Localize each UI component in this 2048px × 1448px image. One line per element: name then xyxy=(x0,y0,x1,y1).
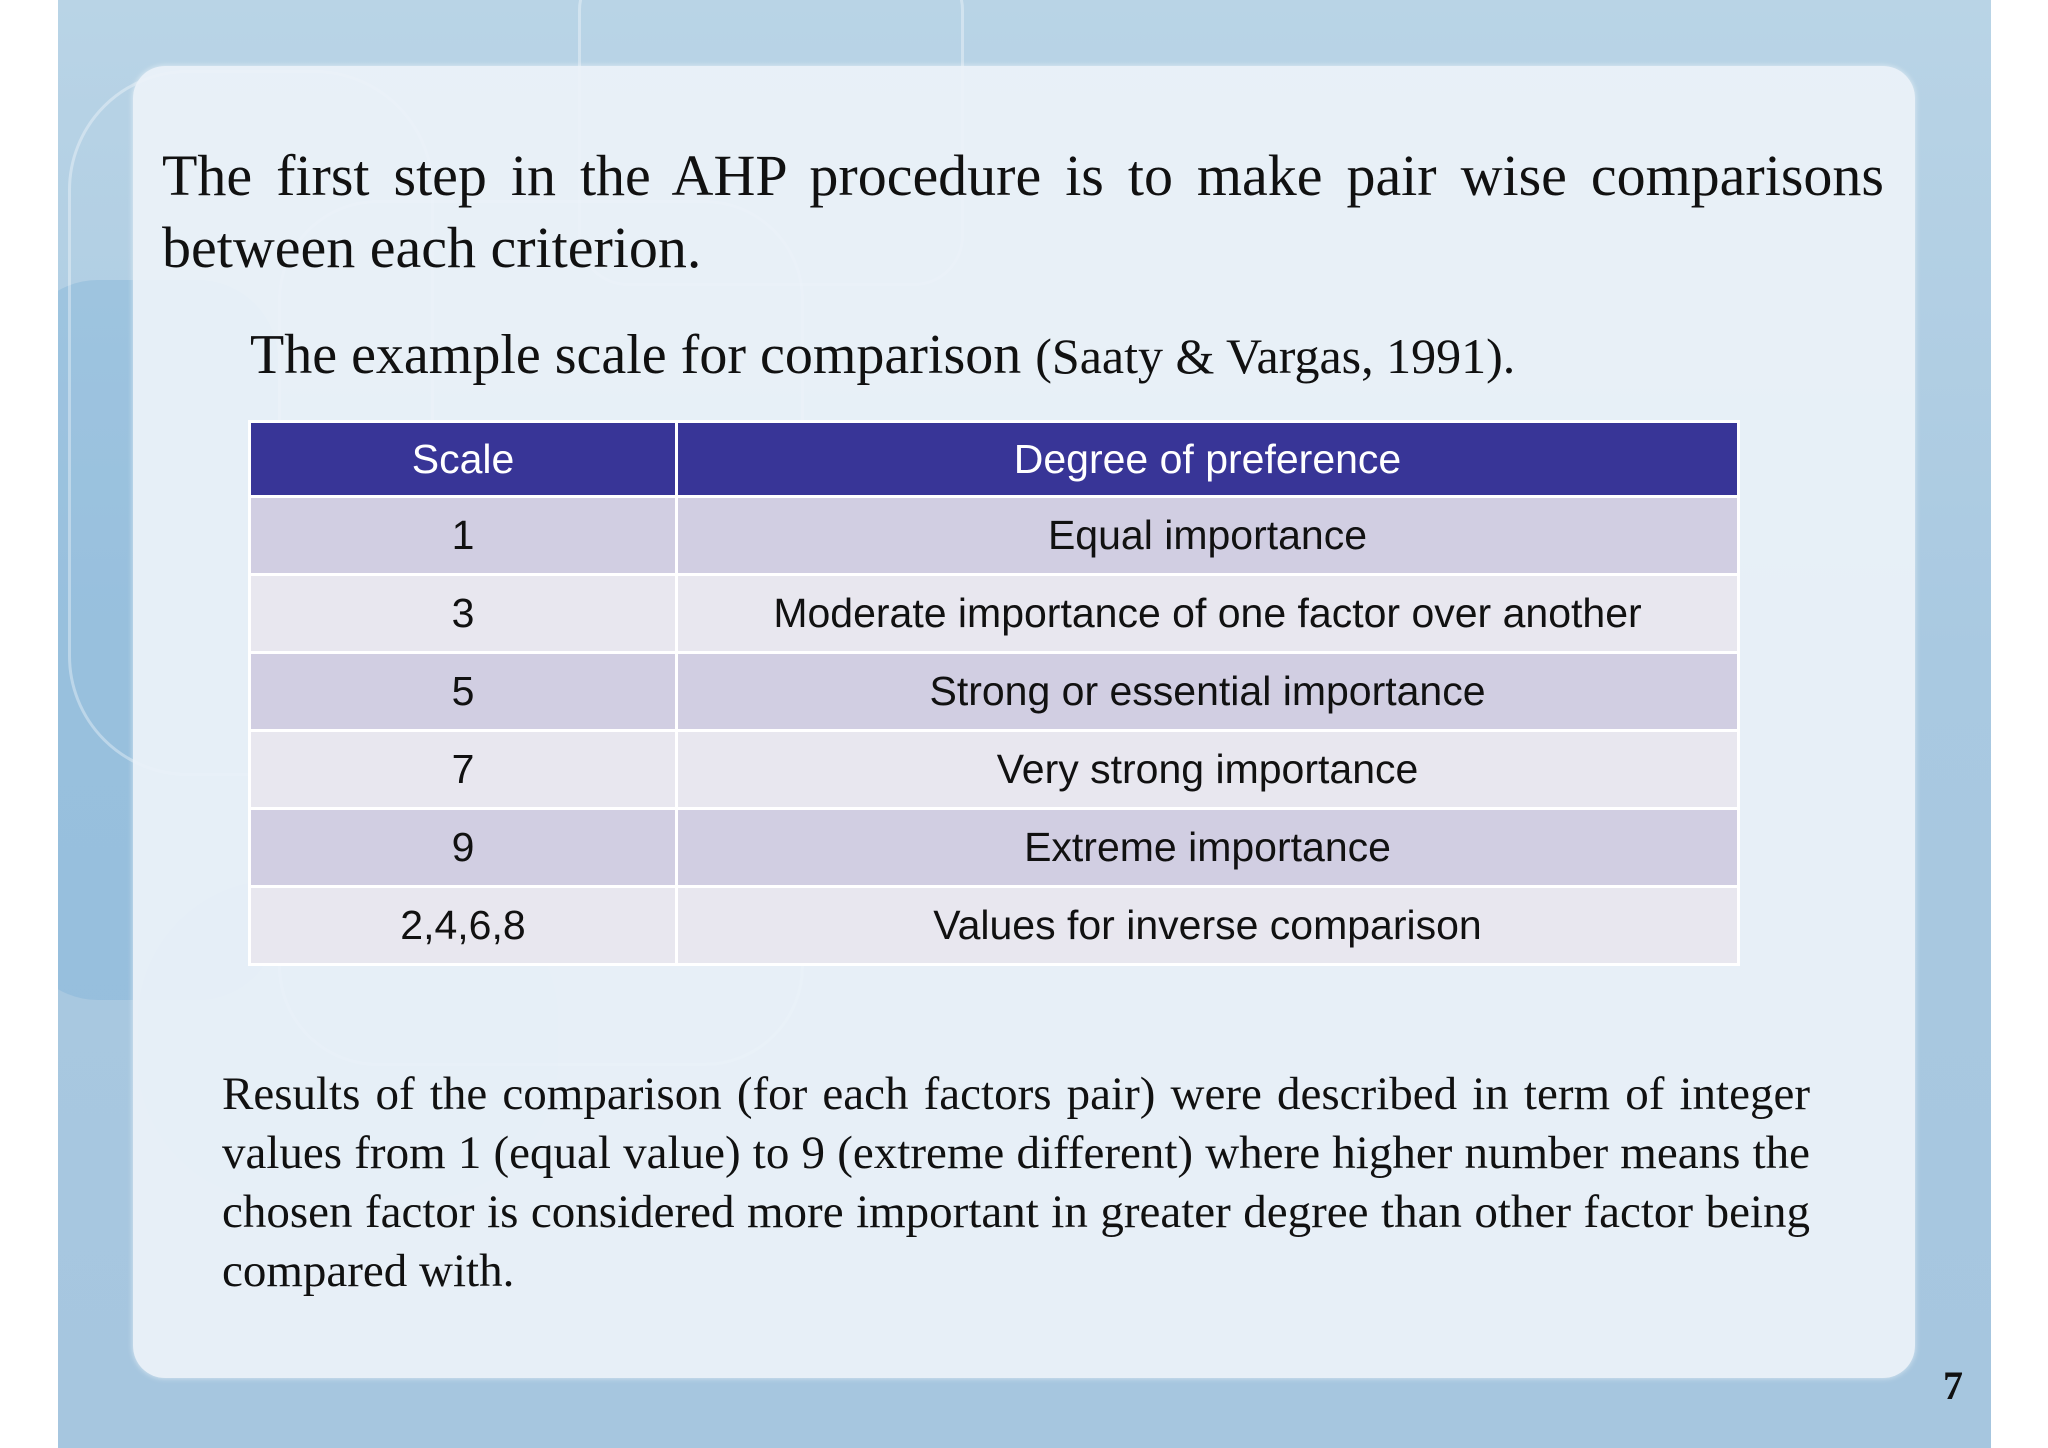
table-row xyxy=(250,497,1739,575)
preference-cell: Extreme importance xyxy=(677,809,1739,887)
table-header-row xyxy=(250,422,1739,497)
scale-cell: 7 xyxy=(250,731,677,809)
scale-heading-text: The example scale for comparison xyxy=(250,324,1022,386)
scale-cell: 1 xyxy=(250,497,677,575)
table-row xyxy=(250,731,1739,809)
scale-cell: 5 xyxy=(250,653,677,731)
page-number: 7 xyxy=(1943,1363,1963,1408)
preference-cell: Strong or essential importance xyxy=(677,653,1739,731)
header-degree-of-preference: Degree of preference xyxy=(677,422,1739,497)
header-scale: Scale xyxy=(250,422,677,497)
preference-cell: Very strong importance xyxy=(677,731,1739,809)
table-row xyxy=(250,653,1739,731)
scale-heading xyxy=(250,320,1750,391)
scale-cell: 2,4,6,8 xyxy=(250,887,677,965)
preference-cell: Equal importance xyxy=(677,497,1739,575)
preference-cell: Moderate importance of one factor over another xyxy=(677,575,1739,653)
preference-cell: Values for inverse comparison xyxy=(677,887,1739,965)
results-paragraph: Results of the comparison (for each factors pair) were described in term of integer values from 1 (equal value) to 9 (extreme different) where higher number means the chosen factor is considered more important in greater degree than other factor being compared with. xyxy=(222,1068,1810,1297)
scale-cell: 9 xyxy=(250,809,677,887)
intro-paragraph: The first step in the AHP procedure is to make pair wise comparisons between each criterion. xyxy=(162,143,1884,280)
scale-citation: (Saaty & Vargas, 1991). xyxy=(1035,328,1516,384)
scale-cell: 3 xyxy=(250,575,677,653)
table-row xyxy=(250,887,1739,965)
comparison-scale-table xyxy=(248,420,1740,966)
table-row xyxy=(250,809,1739,887)
table-row xyxy=(250,575,1739,653)
